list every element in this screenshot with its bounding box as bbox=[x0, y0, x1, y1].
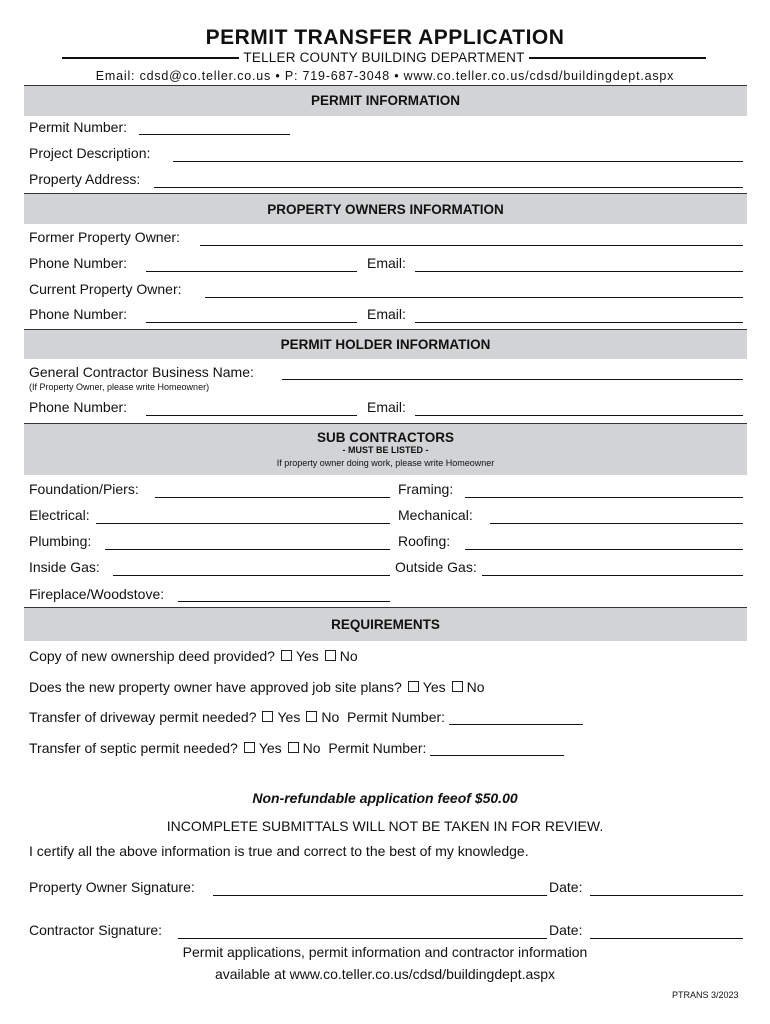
mechanical-field[interactable] bbox=[490, 523, 743, 524]
section-heading: PERMIT INFORMATION bbox=[311, 93, 460, 108]
outside-gas-field[interactable] bbox=[482, 575, 743, 576]
holder-email-field[interactable] bbox=[415, 415, 743, 416]
permit-number-label: Permit Number: bbox=[328, 740, 427, 756]
department-name: TELLER COUNTY BUILDING DEPARTMENT bbox=[243, 50, 525, 65]
contractor-signature-label: Contractor Signature: bbox=[29, 922, 163, 938]
framing-label: Framing: bbox=[398, 481, 454, 497]
question-text: Copy of new ownership deed provided? bbox=[29, 648, 275, 664]
roofing-label: Roofing: bbox=[398, 533, 451, 549]
current-email-field[interactable] bbox=[415, 322, 743, 323]
current-email-label: Email: bbox=[367, 306, 406, 322]
permit-number-label: Permit Number: bbox=[29, 119, 128, 135]
question-driveway bbox=[29, 709, 583, 725]
foundation-label: Foundation/Piers: bbox=[29, 481, 139, 497]
former-owner-label: Former Property Owner: bbox=[29, 229, 180, 245]
project-description-label: Project Description: bbox=[29, 145, 151, 161]
current-phone-label: Phone Number: bbox=[29, 306, 128, 322]
no-checkbox[interactable] bbox=[325, 650, 336, 661]
gc-name-label: General Contractor Business Name: bbox=[29, 364, 254, 380]
electrical-label: Electrical: bbox=[29, 507, 90, 523]
septic-permit-field[interactable] bbox=[430, 742, 564, 756]
holder-phone-label: Phone Number: bbox=[29, 399, 128, 415]
form-title: PERMIT TRANSFER APPLICATION bbox=[205, 26, 565, 49]
yes-label: Yes bbox=[422, 679, 446, 695]
yes-label: Yes bbox=[295, 648, 319, 664]
question-text: Transfer of driveway permit needed? bbox=[29, 709, 257, 725]
contractor-date-field[interactable] bbox=[590, 938, 743, 939]
yes-label: Yes bbox=[258, 740, 282, 756]
owner-date-field[interactable] bbox=[590, 895, 743, 896]
section-sub-contractors bbox=[24, 423, 747, 475]
contact-info: Email: cdsd@co.teller.co.us • P: 719-687-3048 • www.co.teller.co.us/cdsd/buildingdept.aspx bbox=[95, 69, 675, 83]
outside-gas-label: Outside Gas: bbox=[395, 559, 477, 575]
no-checkbox[interactable] bbox=[288, 742, 299, 753]
yes-checkbox[interactable] bbox=[262, 711, 273, 722]
plumbing-field[interactable] bbox=[105, 549, 390, 550]
mechanical-label: Mechanical: bbox=[398, 507, 473, 523]
no-label: No bbox=[302, 740, 321, 756]
question-text: Transfer of septic permit needed? bbox=[29, 740, 238, 756]
current-phone-field[interactable] bbox=[146, 322, 357, 323]
former-email-label: Email: bbox=[367, 255, 406, 271]
question-text: Does the new property owner have approved job site plans? bbox=[29, 679, 402, 695]
framing-field[interactable] bbox=[465, 497, 743, 498]
roofing-field[interactable] bbox=[465, 549, 743, 550]
holder-email-label: Email: bbox=[367, 399, 406, 415]
yes-checkbox[interactable] bbox=[281, 650, 292, 661]
rule-right bbox=[529, 57, 706, 59]
rule-left bbox=[62, 57, 239, 59]
question-deed bbox=[29, 648, 358, 664]
yes-label: Yes bbox=[277, 709, 301, 725]
former-owner-field[interactable] bbox=[200, 245, 743, 246]
section-heading: PROPERTY OWNERS INFORMATION bbox=[267, 202, 504, 217]
owner-signature-label: Property Owner Signature: bbox=[29, 879, 195, 895]
availability-line-1: Permit applications, permit information and contractor information bbox=[182, 944, 588, 960]
question-septic bbox=[29, 740, 564, 756]
contractor-date-label: Date: bbox=[549, 922, 583, 938]
section-permit-holder bbox=[24, 329, 747, 359]
section-permit-info bbox=[24, 85, 747, 116]
plumbing-label: Plumbing: bbox=[29, 533, 92, 549]
inside-gas-label: Inside Gas: bbox=[29, 559, 100, 575]
permit-number-field[interactable] bbox=[139, 134, 290, 135]
gc-name-field[interactable] bbox=[282, 379, 743, 380]
permit-number-label: Permit Number: bbox=[347, 709, 446, 725]
no-checkbox[interactable] bbox=[306, 711, 317, 722]
no-label: No bbox=[339, 648, 358, 664]
driveway-permit-field[interactable] bbox=[449, 711, 583, 725]
no-label: No bbox=[466, 679, 485, 695]
former-email-field[interactable] bbox=[415, 271, 743, 272]
section-requirements bbox=[24, 607, 747, 641]
question-site-plans bbox=[29, 679, 485, 695]
form-id: PTRANS 3/2023 bbox=[672, 990, 739, 1000]
contractor-signature-field[interactable] bbox=[178, 938, 547, 939]
must-be-listed: - MUST BE LISTED - bbox=[342, 445, 429, 455]
fee-notice: Non-refundable application feeof $50.00 bbox=[252, 790, 518, 806]
homeowner-note: If property owner doing work, please write Homeowner bbox=[276, 458, 495, 468]
property-address-label: Property Address: bbox=[29, 171, 141, 187]
project-description-field[interactable] bbox=[173, 161, 743, 162]
current-owner-field[interactable] bbox=[205, 297, 743, 298]
former-phone-label: Phone Number: bbox=[29, 255, 128, 271]
holder-phone-field[interactable] bbox=[146, 415, 357, 416]
owner-date-label: Date: bbox=[549, 879, 583, 895]
owner-signature-field[interactable] bbox=[213, 895, 547, 896]
property-address-field[interactable] bbox=[154, 187, 743, 188]
section-owners bbox=[24, 193, 747, 224]
inside-gas-field[interactable] bbox=[113, 575, 390, 576]
fireplace-label: Fireplace/Woodstove: bbox=[29, 586, 165, 602]
section-heading: SUB CONTRACTORS bbox=[316, 430, 454, 445]
electrical-field[interactable] bbox=[96, 523, 390, 524]
section-heading: REQUIREMENTS bbox=[331, 617, 440, 632]
certify-statement: I certify all the above information is true and correct to the best of my knowledge. bbox=[29, 843, 529, 859]
foundation-field[interactable] bbox=[155, 497, 390, 498]
yes-checkbox[interactable] bbox=[244, 742, 255, 753]
former-phone-field[interactable] bbox=[146, 271, 357, 272]
incomplete-notice: INCOMPLETE SUBMITTALS WILL NOT BE TAKEN IN FOR REVIEW. bbox=[166, 818, 604, 834]
gc-note: (If Property Owner, please write Homeowner) bbox=[29, 382, 210, 392]
current-owner-label: Current Property Owner: bbox=[29, 281, 182, 297]
department-row bbox=[62, 50, 706, 65]
yes-checkbox[interactable] bbox=[408, 681, 419, 692]
no-label: No bbox=[321, 709, 340, 725]
no-checkbox[interactable] bbox=[452, 681, 463, 692]
section-heading: PERMIT HOLDER INFORMATION bbox=[280, 337, 491, 352]
fireplace-field[interactable] bbox=[178, 601, 390, 602]
availability-line-2: available at www.co.teller.co.us/cdsd/buildingdept.aspx bbox=[214, 966, 556, 982]
